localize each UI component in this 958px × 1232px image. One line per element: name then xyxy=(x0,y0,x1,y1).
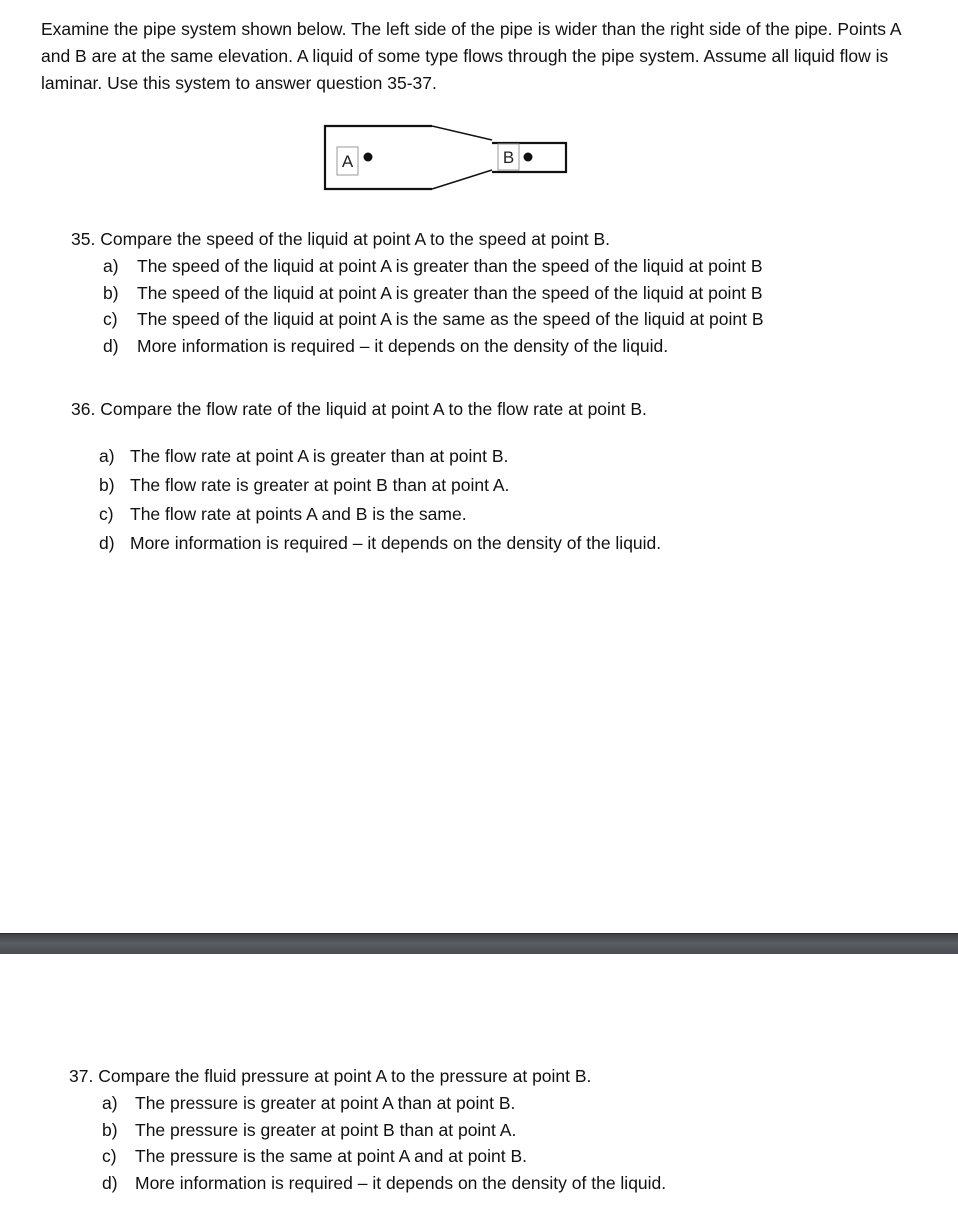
option-a: a) The speed of the liquid at point A is greater than the speed of the liquid at point B xyxy=(103,256,763,276)
question-36 xyxy=(71,396,661,558)
option-c: c) The pressure is the same at point A and at point B. xyxy=(102,1146,528,1166)
option-c: c) The speed of the liquid at point A is the same as the speed of the liquid at point B xyxy=(103,309,764,329)
question-prompt: 35. Compare the speed of the liquid at point A to the speed at point B. xyxy=(71,229,611,249)
label-b: B xyxy=(502,148,515,167)
question-35 xyxy=(71,226,764,359)
option-d: d) More information is required – it depends on the density of the liquid. xyxy=(102,1172,667,1193)
page-divider xyxy=(0,933,958,954)
option-b: b) The pressure is greater at point B than at point A. xyxy=(102,1119,517,1140)
question-37 xyxy=(69,1063,666,1196)
point-b-dot xyxy=(524,153,533,162)
intro-paragraph: Examine the pipe system shown below. The left side of the pipe is wider than the right side of the pipe. Points A and B are at the same elevation. A liquid of some type flows through the pipe system. Assume all liquid flow is laminar. Use this system to answer question 35-37. xyxy=(41,19,901,93)
option-d: d) More information is required – it depends on the density of the liquid. xyxy=(103,335,669,356)
option-a: a) The flow rate at point A is greater than at point B. xyxy=(99,446,509,466)
question-prompt: 36. Compare the flow rate of the liquid at point A to the flow rate at point B. xyxy=(71,399,647,419)
option-d: d) More information is required – it depends on the density of the liquid. xyxy=(99,533,662,553)
label-a: A xyxy=(341,152,354,171)
option-c: c) The flow rate at points A and B is the same. xyxy=(99,504,467,524)
option-b: b) The flow rate is greater at point B than at point A. xyxy=(99,475,510,495)
point-a-dot xyxy=(364,153,373,162)
option-a: a) The pressure is greater at point A than at point B. xyxy=(102,1093,516,1113)
option-b: b) The speed of the liquid at point A is greater than the speed of the liquid at point B xyxy=(103,282,763,303)
pipe-taper-top xyxy=(432,126,492,140)
question-prompt: 37. Compare the fluid pressure at point A to the pressure at point B. xyxy=(69,1066,592,1086)
pipe-taper-bottom xyxy=(432,170,492,189)
pipe-diagram xyxy=(320,120,572,195)
